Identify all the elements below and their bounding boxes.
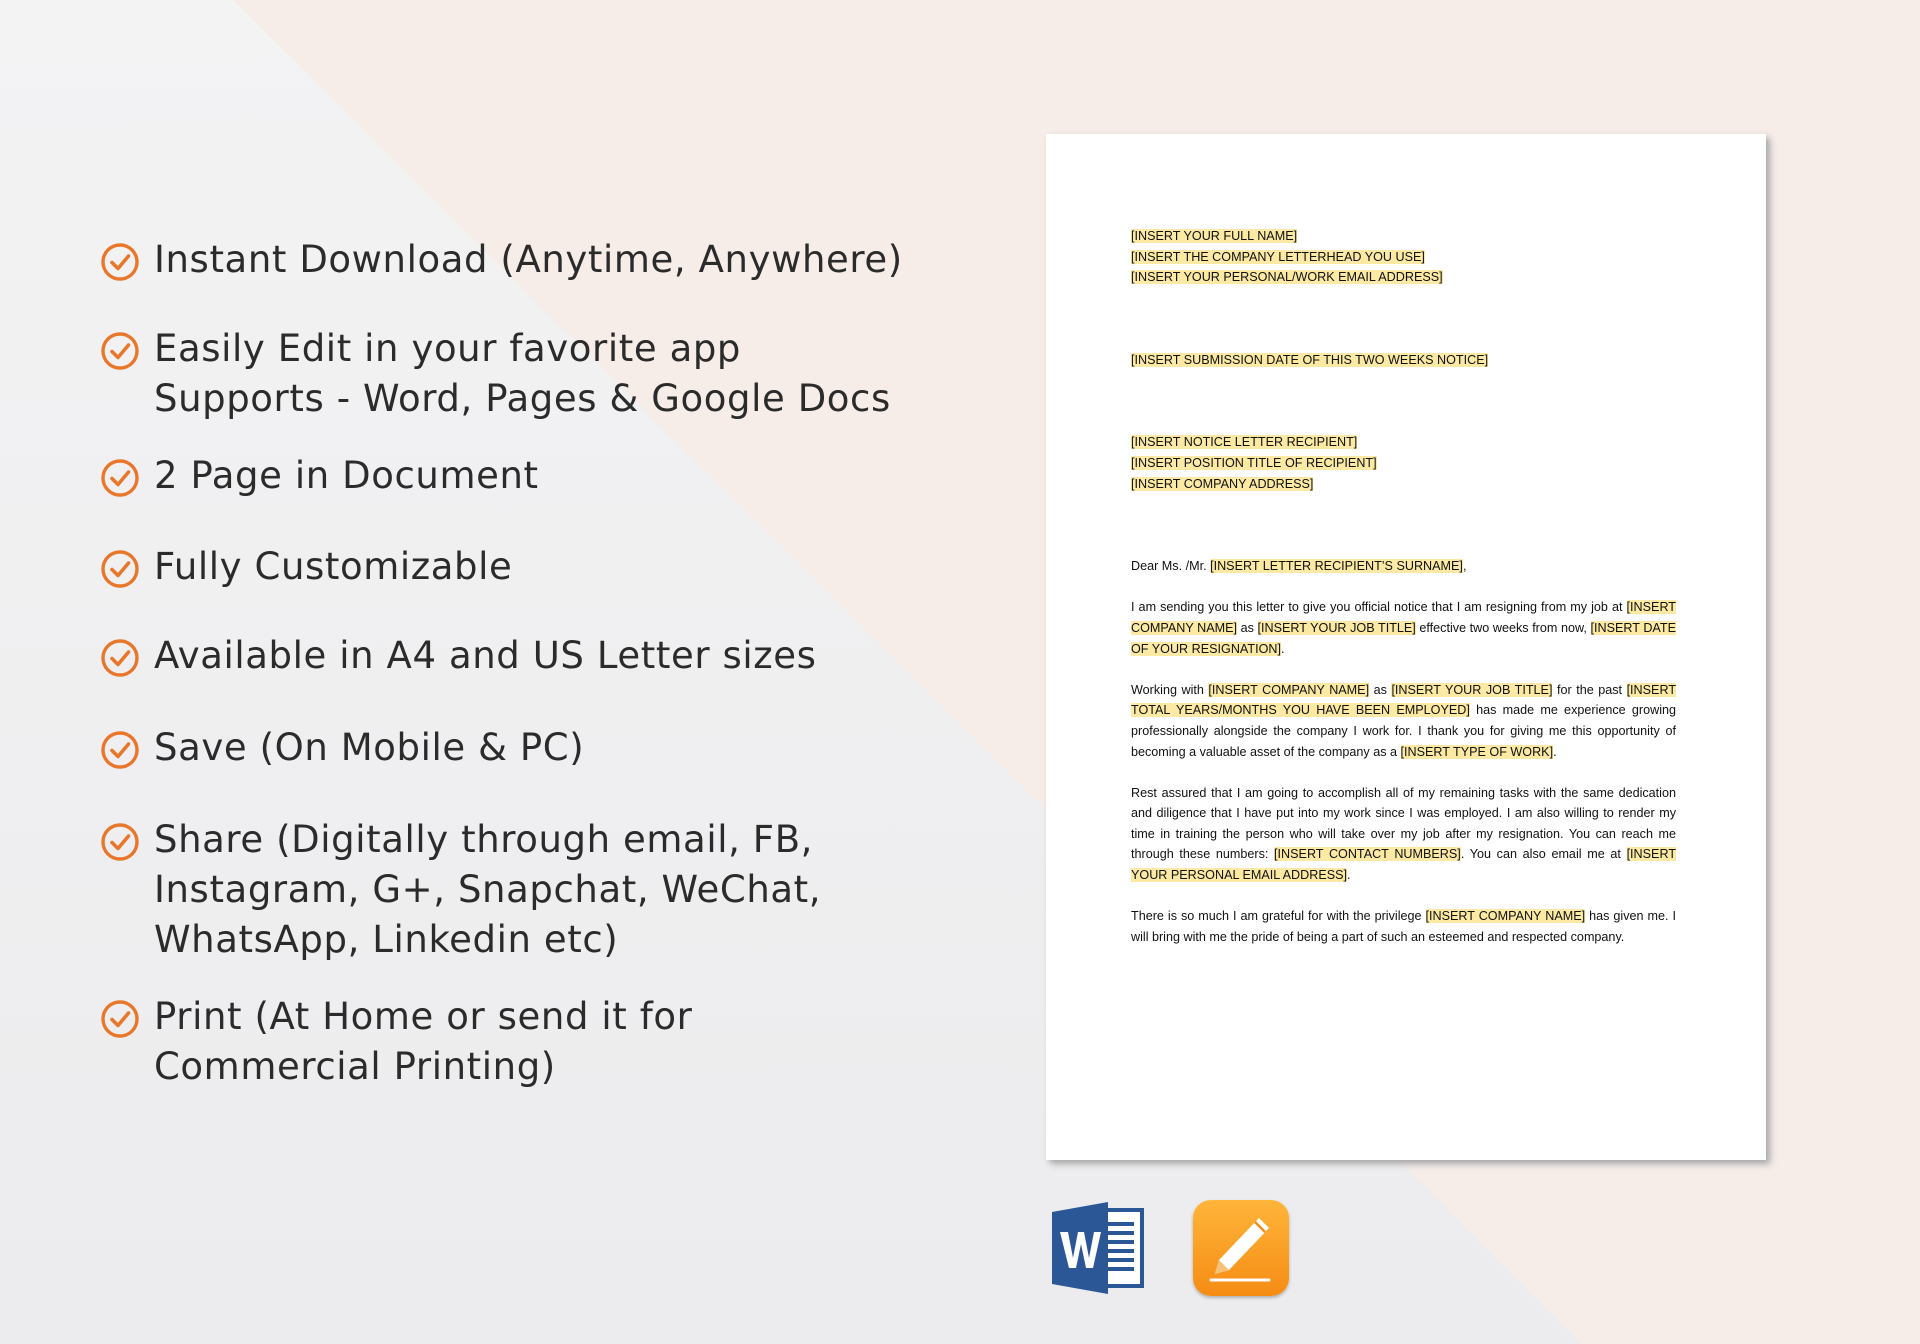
placeholder-recipient: [INSERT NOTICE LETTER RECIPIENT] bbox=[1131, 435, 1358, 450]
letter-body bbox=[1131, 226, 1676, 947]
recipient-block bbox=[1131, 432, 1676, 494]
placeholder-surname: [INSERT LETTER RECIPIENT’S SURNAME] bbox=[1210, 559, 1463, 574]
check-circle-icon bbox=[100, 331, 140, 371]
placeholder-company-address: [INSERT COMPANY ADDRESS] bbox=[1131, 476, 1314, 491]
feature-item-share bbox=[100, 815, 821, 965]
paragraph-2: Working with [INSERT COMPANY NAME] as [INSERT YOUR JOB TITLE] for the past [INSERT TOTAL YEARS/MONTHS YOU HAVE BEEN EMPLOYED] has made me experience growing professionally alongside the company I work for. I thank you for giving me this opportunity of becoming a valuable asset of the company as a [INSERT TYPE OF WORK]. bbox=[1131, 682, 1677, 759]
supported-apps bbox=[1050, 1200, 1300, 1300]
document-preview bbox=[1046, 134, 1766, 1160]
feature-text: 2 Page in Document bbox=[154, 454, 539, 497]
feature-item-edit bbox=[100, 324, 891, 424]
feature-item-print bbox=[100, 992, 692, 1092]
apple-pages-icon bbox=[1193, 1200, 1289, 1296]
feature-text: Share (Digitally through email, FB, Instagram, G+, Snapchat, WeChat, WhatsApp, Linkedin etc) bbox=[154, 818, 822, 961]
check-circle-icon bbox=[100, 242, 140, 282]
placeholder-email: [INSERT YOUR PERSONAL/WORK EMAIL ADDRESS] bbox=[1131, 270, 1443, 285]
feature-item-pages bbox=[100, 451, 539, 501]
check-circle-icon bbox=[100, 999, 140, 1039]
date-line bbox=[1131, 350, 1676, 371]
salutation: Dear Ms. /Mr. [INSERT LETTER RECIPIENT’S SURNAME], bbox=[1131, 559, 1467, 574]
placeholder-recipient-title: [INSERT POSITION TITLE OF RECIPIENT] bbox=[1131, 455, 1377, 470]
feature-item-sizes bbox=[100, 631, 817, 681]
check-circle-icon bbox=[100, 822, 140, 862]
check-circle-icon bbox=[100, 458, 140, 498]
feature-item-save bbox=[100, 723, 584, 773]
placeholder-letterhead: [INSERT THE COMPANY LETTERHEAD YOU USE] bbox=[1131, 249, 1425, 264]
paragraph-4: There is so much I am grateful for with the privilege [INSERT COMPANY NAME] has given me. I will bring with me the pride of being a part of such an esteemed and respected company. bbox=[1131, 909, 1676, 944]
feature-text: Available in A4 and US Letter sizes bbox=[154, 634, 817, 677]
feature-item-download bbox=[100, 235, 903, 285]
pen-icon bbox=[1193, 1200, 1289, 1296]
feature-text: Instant Download (Anytime, Anywhere) bbox=[154, 238, 903, 281]
check-circle-icon bbox=[100, 730, 140, 770]
sender-block bbox=[1131, 226, 1676, 288]
feature-item-customizable bbox=[100, 542, 512, 592]
feature-text: Print (At Home or send it for Commercial Printing) bbox=[154, 995, 693, 1088]
paragraph-3: Rest assured that I am going to accomplish all of my remaining tasks with the same dedication and diligence that I have put into my work since I was employed. I am also willing to render my time in training the person who will take over my job after my resignation. You can reach me through these numbers: [INSERT CONTACT NUMBERS]. You can also email me at [INSERT YOUR PERSONAL EMAIL ADDRESS]. bbox=[1131, 785, 1677, 883]
placeholder-full-name: [INSERT YOUR FULL NAME] bbox=[1131, 229, 1298, 243]
feature-text: Easily Edit in your favorite app Supports - Word, Pages & Google Docs bbox=[154, 327, 891, 420]
microsoft-word-icon bbox=[1050, 1200, 1150, 1296]
placeholder-date: [INSERT SUBMISSION DATE OF THIS TWO WEEKS NOTICE] bbox=[1131, 352, 1489, 367]
check-circle-icon bbox=[100, 549, 140, 589]
feature-text: Fully Customizable bbox=[154, 545, 513, 588]
paragraph-1: I am sending you this letter to give you official notice that I am resigning from my job at [INSERT COMPANY NAME] as [INSERT YOUR JOB TITLE] effective two weeks from now, [INSERT DATE OF YOUR RESIGNATION]. bbox=[1131, 600, 1676, 656]
check-circle-icon bbox=[100, 638, 140, 678]
feature-text: Save (On Mobile & PC) bbox=[154, 726, 585, 769]
